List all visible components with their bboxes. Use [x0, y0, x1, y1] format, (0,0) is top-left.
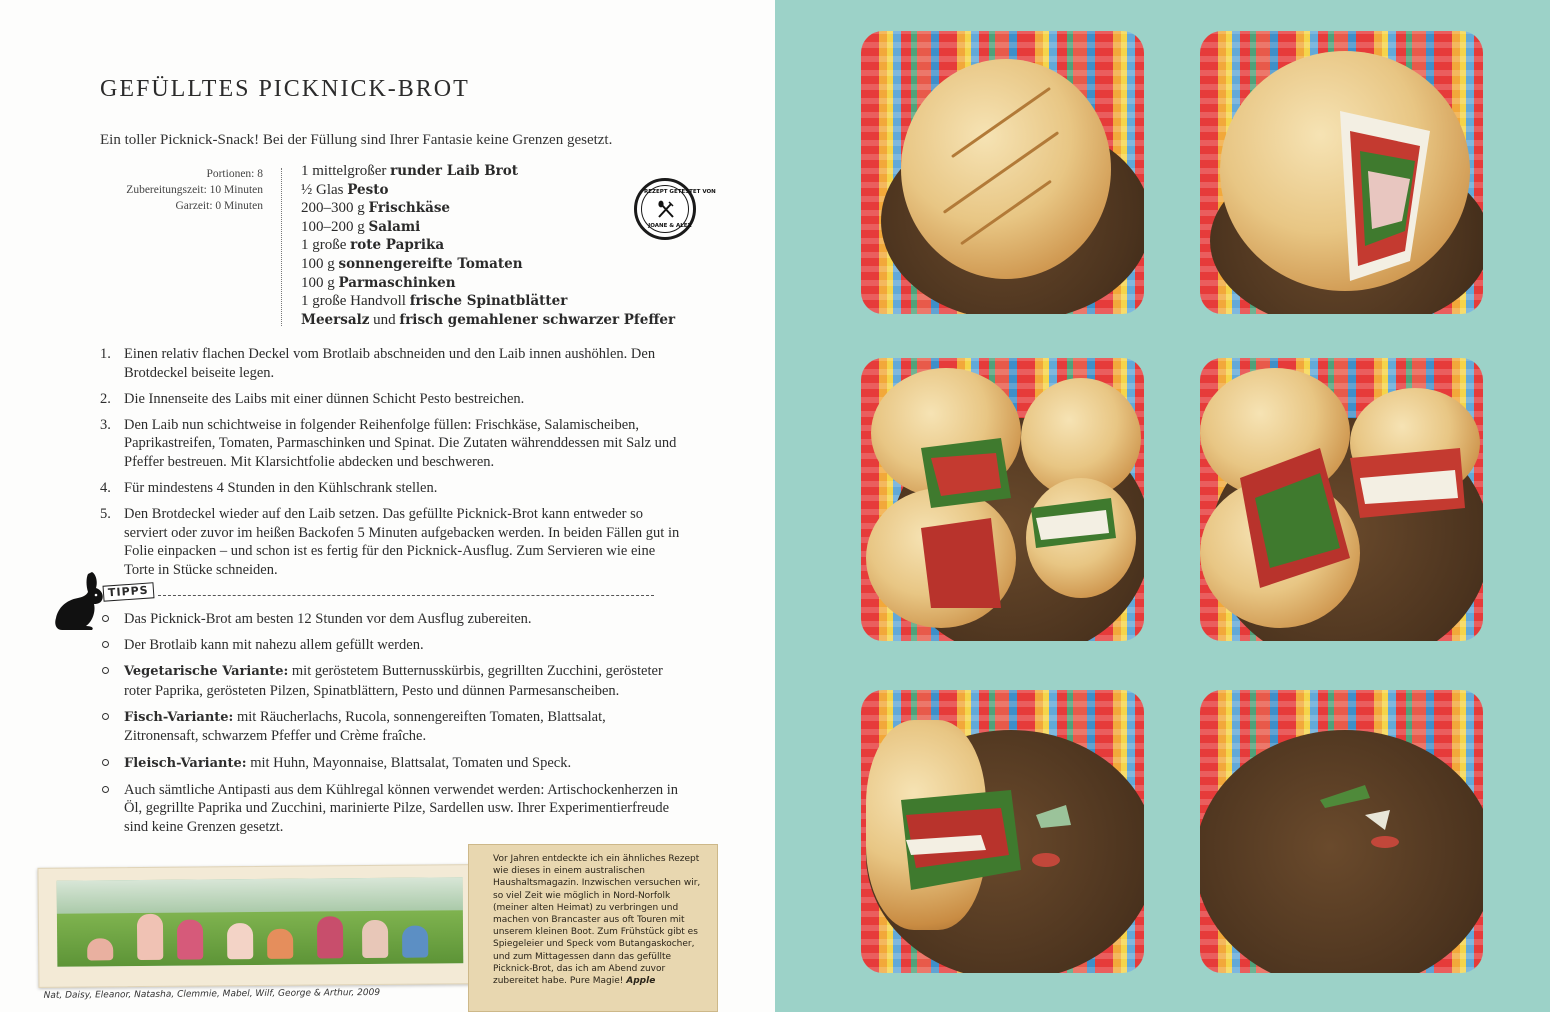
ingredient-item: 100 g sonnengereifte Tomaten — [301, 255, 523, 272]
circle-bullet-icon — [102, 713, 109, 720]
recipe-title: GEFÜLLTES PICKNICK-BROT — [100, 76, 470, 102]
tip-variant-label: Fisch-Variante: — [124, 709, 234, 725]
tips-divider — [158, 595, 654, 596]
fork-spoon-icon — [656, 200, 676, 220]
cook-time: Garzeit: 0 Minuten — [175, 200, 263, 212]
photo-three-pieces-left — [1200, 358, 1483, 641]
story-note — [468, 844, 718, 1012]
method-step — [100, 505, 680, 579]
photo-first-slice-cut — [1200, 31, 1483, 314]
tips-list — [100, 610, 680, 844]
photo-caption: Nat, Daisy, Eleanor, Natasha, Clemmie, Mabel, Wilf, George & Arthur, 2009 — [43, 987, 381, 1001]
tested-stamp — [634, 178, 716, 240]
tip-text: mit Räucherlachs, Rucola, sonnengereiften Tomaten, Blattsalat, Zitronensaft, schwarzem Pfeffer und Crème fraîche. — [124, 708, 606, 745]
step-text: Die Innenseite des Laibs mit einer dünnen Schicht Pesto bestreichen. — [124, 390, 525, 407]
photo-whole-loaf — [861, 31, 1144, 314]
photo-last-piece — [861, 690, 1144, 973]
ingredient-item: 100 g Parmaschinken — [301, 274, 456, 291]
story-text: Vor Jahren entdeckte ich ein ähnliches Rezept wie dieses in einem australischen Haushaltsmagazin. Inzwischen versuchen wir, so viel Zeit wie möglich in Nord-Norfolk (meiner alten Heimat) zu verbringen und machen von Brancaster aus oft Touren mit unserem kleinen Boot. Zum Frühstück gibt es Spiegeleier und Speck vom Butangaskocher, und zum Mittagessen dann das gefüllte Picknick-Brot, das ich am Abend zuvor zubereitet habe. Pure Magie! — [493, 854, 701, 987]
tip-item — [100, 708, 680, 746]
picnic-photo-frame — [37, 864, 478, 1001]
step-text: Für mindestens 4 Stunden in den Kühlschrank stellen. — [124, 480, 438, 497]
stamp-top-text: REZEPT GETESTET VON — [644, 189, 716, 195]
tip-text: mit geröstetem Butternusskürbis, gegrillten Zucchini, gerösteter roter Paprika, gerösteten Pilzen, Spinatblättern, Pesto und dünnen Parmesanscheiben. — [124, 663, 663, 699]
ingredient-item: 100–200 g Salami — [301, 218, 421, 235]
ingredient-item: 200–300 g Frischkäse — [301, 200, 451, 217]
method-step — [100, 416, 680, 472]
circle-bullet-icon — [102, 615, 109, 622]
tips-label: TIPPS — [103, 582, 155, 601]
tip-variant-label: Fleisch-Variante: — [124, 755, 247, 771]
step-text: Einen relativ flachen Deckel vom Brotlaib abschneiden und den Laib innen aushöhlen. Den Brotdeckel beiseite legen. — [124, 346, 656, 381]
tip-item — [100, 754, 680, 774]
step-text: Den Laib nun schichtweise in folgender Reihenfolge füllen: Frischkäse, Salamischeiben, Paprikastreifen, Tomaten, Parmaschinken und Spinat. Die Zutaten währenddessen mit Salz und Pfeffer bestreuen. Mit Klarsichtfolie abdecken und beschweren. — [124, 416, 677, 470]
ingredient-item: 1 mittelgroßer runder Laib Brot — [301, 163, 519, 179]
ingredient-item: ½ Glas Pesto — [301, 181, 389, 198]
tip-item — [100, 610, 680, 629]
tip-item — [100, 636, 680, 655]
meta-divider — [281, 168, 282, 326]
circle-bullet-icon — [102, 641, 109, 648]
step-number: 5. — [100, 506, 111, 523]
tip-item — [100, 781, 680, 837]
stamp-bottom-text: JOANE & ALEX — [648, 223, 692, 229]
ingredient-item: 1 große rote Paprika — [301, 237, 445, 254]
step-text: Den Brotdeckel wieder auf den Laib setzen. Das gefüllte Picknick-Brot kann entweder so serviert oder zuvor im heißen Backofen 5 Minuten aufgebacken werden. In beiden Fällen gut in Folie einpacken – und schon ist es fertig für den Picknick-Ausflug. Zum Servieren wie eine Torte in Stücke schneiden. — [124, 506, 680, 578]
step-number: 3. — [100, 416, 111, 433]
servings: Portionen: 8 — [206, 168, 263, 180]
method-step — [100, 390, 680, 409]
step-number: 1. — [100, 346, 111, 362]
ingredient-item: 1 große Handvoll frische Spinatblätter — [301, 293, 568, 310]
picnic-photo — [57, 877, 464, 967]
tip-text: Auch sämtliche Antipasti aus dem Kühlregal können verwendet werden: Artischockenherzen in Öl, gegrillte Paprika und Zucchini, marinierte Pilze, Sardellen usw. Ihrer Experimentierfreude sind keine Grenzen gesetzt. — [124, 781, 679, 835]
method-step — [100, 345, 680, 382]
photo-empty-board — [1200, 690, 1483, 973]
circle-bullet-icon — [102, 667, 109, 674]
tip-variant-label: Vegetarische Variante: — [124, 664, 289, 680]
recipe-meta — [60, 166, 263, 214]
tip-text: mit Huhn, Mayonnaise, Blattsalat, Tomaten und Speck. — [246, 754, 572, 771]
step-number: 2. — [100, 390, 111, 407]
scrapbook — [38, 844, 718, 1012]
ingredient-item: Meersalz und frisch gemahlener schwarzer Pfeffer — [301, 311, 676, 328]
method-steps — [100, 345, 680, 587]
tip-text: Der Brotlaib kann mit nahezu allem gefüllt werden. — [124, 637, 424, 654]
method-step — [100, 479, 680, 498]
photo-page — [775, 0, 1550, 1012]
tip-text: Das Picknick-Brot am besten 12 Stunden vor dem Ausflug zubereiten. — [124, 611, 532, 627]
step-number: 4. — [100, 480, 111, 497]
tip-item — [100, 662, 680, 700]
circle-bullet-icon — [102, 759, 109, 766]
recipe-intro: Ein toller Picknick-Snack! Bei der Füllung sind Ihrer Fantasie keine Grenzen gesetzt. — [100, 132, 613, 148]
prep-time: Zubereitungszeit: 10 Minuten — [126, 184, 263, 196]
story-signature: Apple — [626, 976, 656, 987]
circle-bullet-icon — [102, 786, 109, 793]
photo-sliced-quarters — [861, 358, 1144, 641]
